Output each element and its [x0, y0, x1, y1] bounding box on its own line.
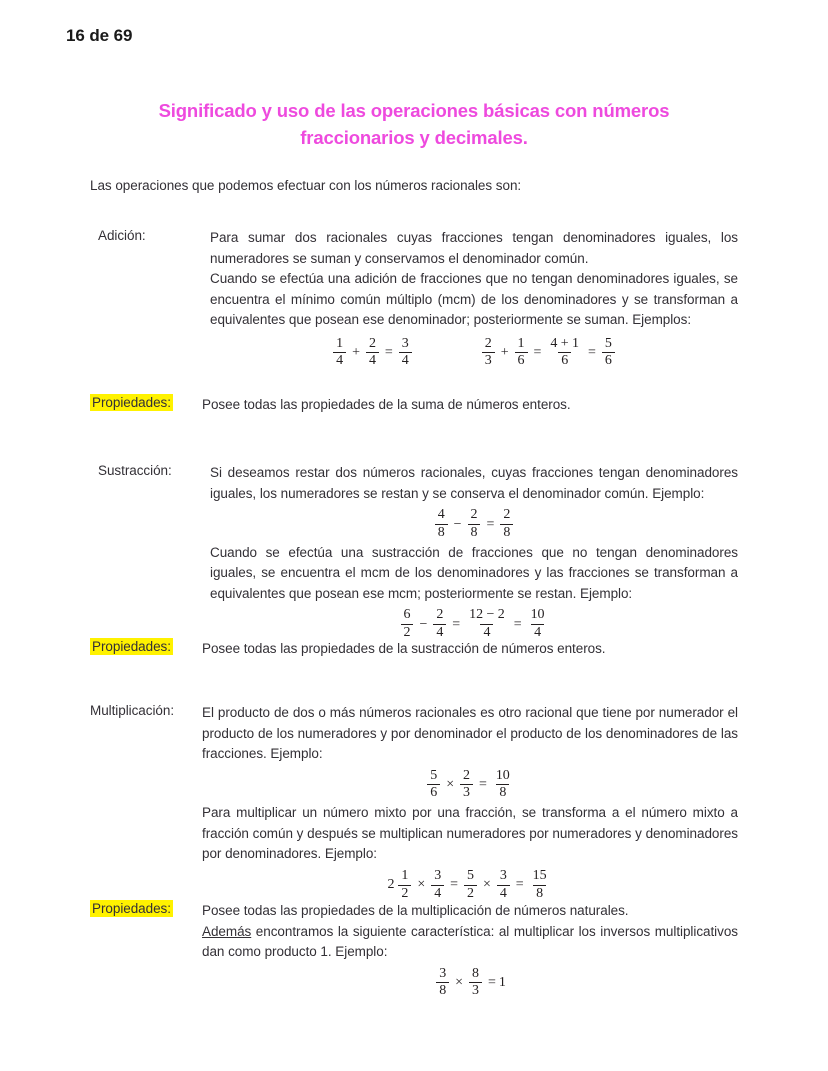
equation-add-1 — [330, 337, 415, 370]
numerator: 1 — [336, 335, 344, 351]
denominator: 4 — [480, 624, 493, 641]
sustraccion-propiedades-row — [90, 639, 738, 660]
fraction — [493, 769, 513, 802]
numerator: 4 + 1 — [550, 335, 580, 351]
numerator: 8 — [472, 965, 479, 981]
denominator: 4 — [433, 624, 446, 641]
multiplicacion-equation-2-wrap — [202, 869, 738, 902]
propiedades-text-multiplicacion — [202, 901, 738, 1001]
section-multiplicacion — [90, 703, 738, 903]
fraction — [528, 608, 548, 641]
denominator: 8 — [500, 524, 513, 541]
numerator: 2 — [463, 767, 470, 783]
adicion-label: Adición: — [98, 228, 146, 243]
equation-add-2 — [479, 337, 618, 370]
numerator: 2 — [484, 335, 492, 351]
operator: − — [419, 616, 428, 632]
fraction — [602, 337, 615, 370]
fraction — [497, 869, 510, 902]
numerator: 10 — [495, 767, 510, 783]
fraction — [469, 967, 482, 1000]
fraction — [333, 337, 346, 370]
numerator: 3 — [401, 335, 409, 351]
denominator: 8 — [436, 982, 449, 999]
propiedades-text-sustraccion — [202, 639, 738, 660]
highlighted-label: Propiedades: — [92, 901, 171, 916]
numerator: 15 — [532, 867, 547, 883]
adicion-paragraph-1: Para sumar dos racionales cuyas fracciones tengan denominadores iguales, los numeradores se suman y conservamos el denominador común. — [210, 230, 738, 266]
numerator: 2 — [470, 507, 478, 523]
propiedades-label-sustraccion — [90, 639, 202, 654]
equals-sign: = — [588, 345, 596, 361]
equation-sub-2 — [398, 608, 551, 641]
propiedades-label-adicion — [90, 395, 202, 410]
denominator: 8 — [435, 524, 448, 541]
equation-mul-3 — [433, 967, 507, 1000]
intro-text: Las operaciones que podemos efectuar con los números racionales son: — [90, 178, 522, 193]
equals-sign: = — [515, 877, 524, 893]
denominator: 2 — [401, 624, 414, 641]
operator: + — [500, 345, 509, 361]
numerator: 2 — [503, 507, 511, 523]
denominator: 4 — [497, 885, 510, 902]
page-title: Significado y uso de las operaciones básicas con números fraccionarios y decimales. — [158, 100, 670, 148]
numerator: 10 — [530, 607, 545, 623]
multiplicacion-equation-3-wrap — [202, 967, 738, 1000]
multiplicacion-paragraph-1: El producto de dos o más números racionales es otro racional que tiene por numerador el producto de los numeradores y por denominador el producto de los denominadores de las fracciones. Ejemplo: — [202, 705, 738, 762]
denominator: 6 — [558, 352, 571, 369]
operator: × — [417, 877, 426, 893]
denominator: 3 — [460, 784, 473, 801]
equation-mul-1 — [424, 769, 516, 802]
fraction — [482, 337, 495, 370]
fraction — [460, 769, 473, 802]
operator: × — [482, 877, 491, 893]
numerator: 3 — [434, 867, 442, 883]
numerator: 1 — [401, 867, 409, 883]
equals-sign: = — [452, 616, 461, 632]
operator: + — [352, 345, 360, 361]
denominator: 6 — [515, 352, 528, 369]
propiedades-body: Posee todas las propiedades de la sustracción de números enteros. — [202, 641, 606, 656]
fraction — [464, 869, 477, 902]
equals-sign: = — [533, 345, 542, 361]
denominator: 4 — [333, 352, 346, 369]
operator: × — [455, 975, 464, 991]
adicion-body — [210, 228, 738, 373]
multiplicacion-paragraph-2: Para multiplicar un número mixto por una fracción, se transforma a el número mixto a fracción común y después se multiplican numeradores por numeradores y denominadores por denominadores. Ejemplo: — [202, 805, 738, 862]
denominator: 6 — [427, 784, 440, 801]
propiedades-body: Posee todas las propiedades de la suma de números enteros. — [202, 397, 571, 412]
numerator: 5 — [604, 335, 612, 351]
multiplicacion-body — [202, 703, 738, 903]
fraction — [436, 967, 449, 1000]
denominator: 4 — [366, 352, 379, 369]
numerator: 12 − 2 — [469, 607, 505, 623]
propiedades-text-adicion — [202, 395, 738, 416]
multiplicacion-propiedades-row — [90, 901, 738, 1001]
equals-sign: = — [384, 345, 393, 361]
equation-sub-1 — [432, 508, 517, 541]
sustraccion-paragraph-2: Cuando se efectúa una sustracción de fracciones que no tengan denominadores iguales, se encuentra el mcm de los denominadores y las fracciones se transforman a equivalentes que posean ese mcm; posteriormente se restan. Ejemplo: — [210, 544, 738, 601]
sustraccion-body — [210, 463, 738, 643]
fraction — [435, 508, 448, 541]
denominator: 4 — [399, 352, 412, 369]
section-sustraccion — [90, 463, 738, 643]
highlighted-label: Propiedades: — [92, 639, 171, 654]
fraction — [398, 869, 411, 902]
equation-mul-2 — [387, 869, 552, 902]
highlighted-label: Propiedades: — [92, 395, 171, 410]
fraction — [427, 769, 440, 802]
propiedades-body: Posee todas las propiedades de la multiplicación de números naturales. — [202, 903, 629, 918]
numerator: 5 — [467, 867, 474, 883]
adicion-paragraph-2: Cuando se efectúa una adición de fracciones que no tengan denominadores iguales, se encuentra el mínimo común múltiplo (mcm) de los denominadores y se transforman a equivalentes que posean ese denominador; posteriormente se suman. Ejemplos: — [210, 271, 738, 328]
operator: × — [446, 777, 455, 793]
equals-sign: = — [487, 975, 496, 991]
sustraccion-paragraph-1: Si deseamos restar dos números racionales, cuyas fracciones tengan denominadores iguales, los numeradores se restan y se conserva el denominador común. Ejemplo: — [210, 465, 738, 501]
denominator: 3 — [482, 352, 495, 369]
fraction — [530, 869, 550, 902]
equals-sign: = — [513, 616, 522, 632]
numerator: 6 — [403, 607, 411, 623]
denominator: 2 — [464, 885, 477, 902]
adicion-propiedades-row — [90, 395, 738, 416]
fraction — [500, 508, 513, 541]
fraction — [466, 608, 508, 641]
numerator: 3 — [439, 965, 447, 981]
sustraccion-label: Sustracción: — [98, 463, 172, 478]
sustraccion-row — [90, 463, 738, 643]
adicion-equation-row — [210, 337, 738, 370]
result-value: 1 — [498, 975, 506, 991]
propiedades-label-multiplicacion — [90, 901, 202, 916]
equals-sign: = — [450, 877, 459, 893]
fraction — [431, 869, 444, 902]
page-number: 16 de 69 — [66, 26, 133, 45]
fraction — [399, 337, 412, 370]
sustraccion-equation-1-wrap — [210, 508, 738, 541]
denominator: 3 — [469, 982, 482, 999]
fraction — [433, 608, 446, 641]
denominator: 8 — [533, 885, 546, 902]
multiplicacion-row — [90, 703, 738, 903]
denominator: 6 — [602, 352, 615, 369]
propiedades-body-2 — [202, 922, 738, 963]
section-adicion — [90, 228, 738, 373]
adicion-row — [90, 228, 738, 373]
denominator: 8 — [468, 524, 481, 541]
ademas-underlined: Además — [202, 923, 252, 939]
fraction — [366, 337, 379, 370]
denominator: 4 — [431, 885, 444, 902]
whole-number: 2 — [387, 877, 395, 893]
denominator: 4 — [531, 624, 544, 641]
fraction — [401, 608, 414, 641]
multiplicacion-equation-1-wrap — [202, 769, 738, 802]
operator: − — [453, 516, 462, 532]
numerator: 5 — [430, 767, 438, 783]
numerator: 2 — [368, 335, 376, 351]
fraction — [468, 508, 481, 541]
denominator: 2 — [398, 885, 411, 902]
numerator: 4 — [437, 507, 445, 523]
denominator: 8 — [496, 784, 509, 801]
multiplicacion-label: Multiplicación: — [90, 703, 175, 718]
numerator: 1 — [517, 335, 525, 351]
fraction — [515, 337, 528, 370]
equals-sign: = — [486, 516, 495, 532]
sustraccion-equation-2-wrap — [210, 608, 738, 641]
numerator: 2 — [436, 607, 444, 623]
equals-sign: = — [479, 777, 487, 793]
numerator: 3 — [499, 867, 507, 883]
fraction — [547, 337, 582, 370]
propiedades-continuation: encontramos la siguiente característica: al multiplicar los inversos multiplicativos dan como producto 1. Ejemplo: — [202, 923, 738, 960]
